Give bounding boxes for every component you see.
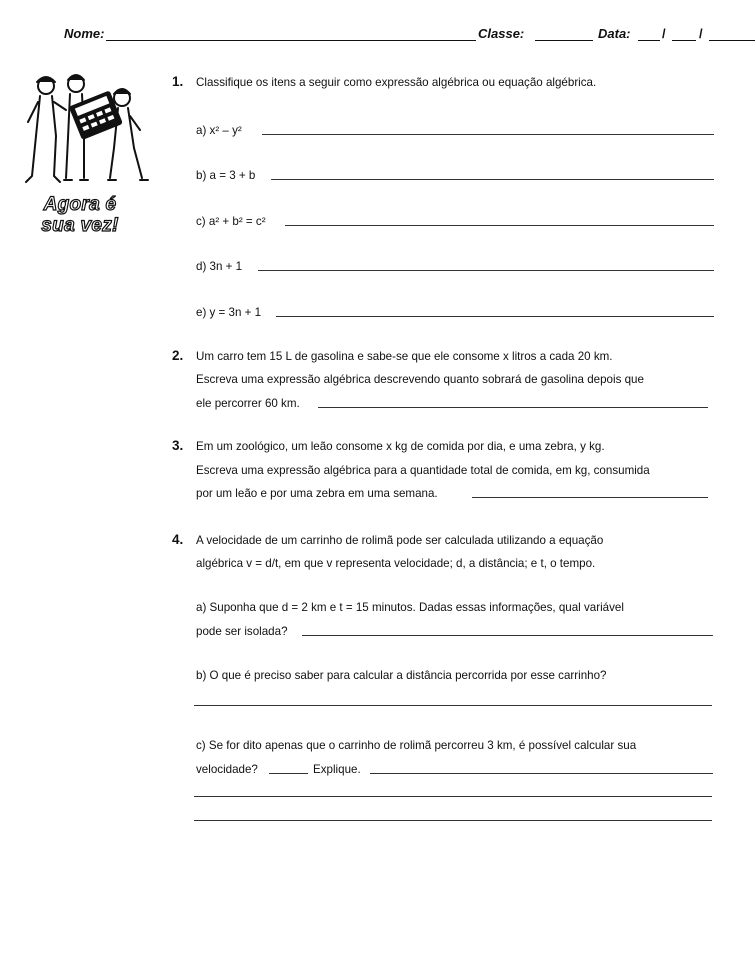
question-4-line-1: A velocidade de um carrinho de rolimã pode ser calculada utilizando a equação	[196, 534, 604, 547]
logo-line-2: sua vez!	[41, 215, 119, 236]
q1-answer-b-line[interactable]	[271, 179, 714, 180]
question-2-line-2: Escreva uma expressão algébrica descrevendo quanto sobrará de gasolina depois que	[196, 373, 644, 386]
q4-b-line-1: b) O que é preciso saber para calcular a distância percorrida por esse carrinho?	[196, 669, 607, 682]
date-year-field[interactable]	[709, 40, 755, 41]
q1-answer-a-line[interactable]	[262, 134, 714, 135]
question-3-number: 3.	[172, 438, 184, 453]
q4-c-answer-line-3[interactable]	[194, 820, 712, 821]
name-label: Nome:	[64, 26, 105, 41]
class-field[interactable]	[535, 40, 593, 41]
question-2-line-3: ele percorrer 60 km.	[196, 397, 300, 410]
students-calculator-illustration	[24, 72, 154, 200]
q1-item-b: b) a = 3 + b	[196, 169, 256, 182]
q4-c-yes-no-line[interactable]	[269, 773, 308, 774]
logo-line-1: Agora é	[43, 194, 117, 215]
date-separator: /	[662, 26, 666, 41]
name-field[interactable]	[106, 40, 476, 41]
q1-answer-c-line[interactable]	[285, 225, 714, 226]
question-1-number: 1.	[172, 74, 184, 89]
date-month-field[interactable]	[672, 40, 696, 41]
question-3-line-3: por um leão e por uma zebra em uma semana.	[196, 487, 438, 500]
question-3-line-2: Escreva uma expressão algébrica para a quantidade total de comida, em kg, consumida	[196, 464, 650, 477]
q1-item-d: d) 3n + 1	[196, 260, 243, 273]
date-label: Data:	[598, 26, 631, 41]
question-3-line-1: Em um zoológico, um leão consome x kg de comida por dia, e uma zebra, y kg.	[196, 440, 605, 453]
date-day-field[interactable]	[638, 40, 660, 41]
question-2-number: 2.	[172, 348, 184, 363]
q1-item-a: a) x² – y²	[196, 124, 242, 137]
q1-item-c: c) a² + b² = c²	[196, 215, 266, 228]
q1-answer-d-line[interactable]	[258, 270, 714, 271]
q4-c-line-2a: velocidade?	[196, 763, 258, 776]
q1-answer-e-line[interactable]	[276, 316, 714, 317]
class-label: Classe:	[478, 26, 525, 41]
question-1-text: Classifique os itens a seguir como expressão algébrica ou equação algébrica.	[196, 76, 597, 89]
q4-c-answer-line-2[interactable]	[194, 796, 712, 797]
question-4-line-2: algébrica v = d/t, em que v representa velocidade; d, a distância; e t, o tempo.	[196, 557, 596, 570]
q4-a-line-2: pode ser isolada?	[196, 625, 288, 638]
q4-b-answer-line[interactable]	[194, 705, 712, 706]
q4-a-line-1: a) Suponha que d = 2 km e t = 15 minutos. Dadas essas informações, qual variável	[196, 601, 624, 614]
question-2-line-1: Um carro tem 15 L de gasolina e sabe-se que ele consome x litros a cada 20 km.	[196, 350, 613, 363]
q2-answer-line[interactable]	[318, 407, 708, 408]
q4-c-answer-line-1[interactable]	[370, 773, 713, 774]
q4-c-line-2b: Explique.	[313, 763, 361, 776]
q4-c-line-1: c) Se for dito apenas que o carrinho de rolimã percorreu 3 km, é possível calcular sua	[196, 739, 637, 752]
q4-a-answer-line[interactable]	[302, 635, 713, 636]
q1-item-e: e) y = 3n + 1	[196, 306, 262, 319]
question-4-number: 4.	[172, 532, 184, 547]
date-separator: /	[699, 26, 703, 41]
q3-answer-line[interactable]	[472, 497, 708, 498]
